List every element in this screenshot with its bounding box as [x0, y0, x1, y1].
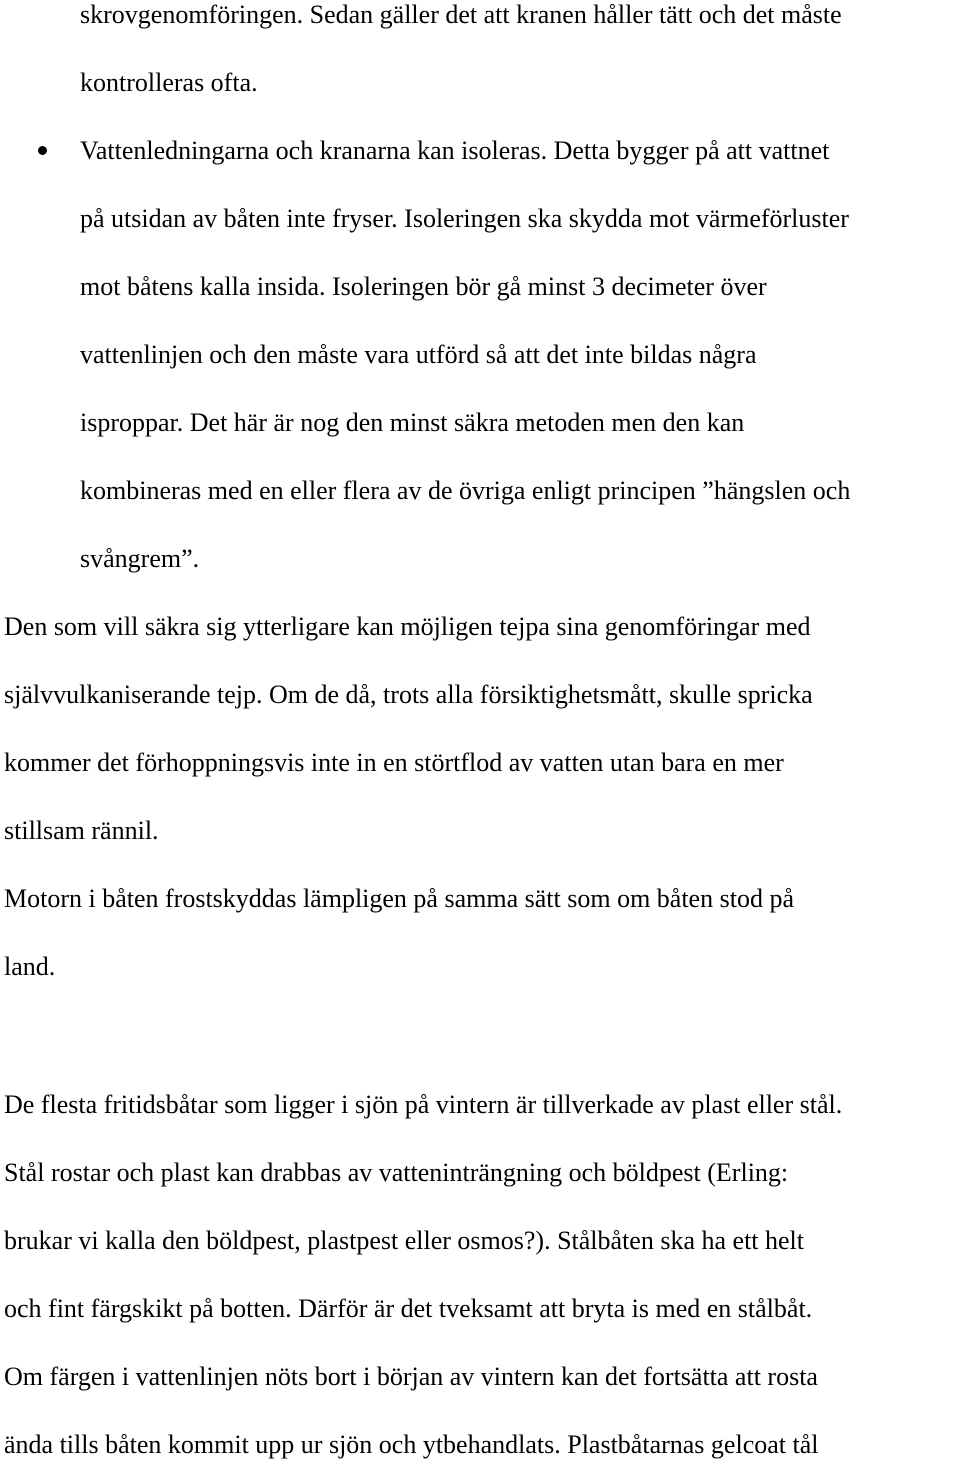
text-line: Om färgen i vattenlinjen nöts bort i början av vintern kan det fortsätta att rosta: [4, 1362, 818, 1391]
bullet-icon: [38, 146, 47, 155]
text-line: svångrem”.: [80, 544, 200, 573]
text-line: brukar vi kalla den böldpest, plastpest eller osmos?). Stålbåten ska ha ett helt: [4, 1226, 805, 1255]
text-line: vattenlinjen och den måste vara utförd så att det inte bildas några: [80, 340, 757, 369]
text-line: Den som vill säkra sig ytterligare kan möjligen tejpa sina genomföringar med: [4, 612, 811, 641]
text-line: Vattenledningarna och kranarna kan isoleras. Detta bygger på att vattnet: [80, 136, 830, 165]
text-line: på utsidan av båten inte fryser. Isoleringen ska skydda mot värmeförluster: [80, 204, 849, 233]
text-line: stillsam rännil.: [4, 816, 159, 845]
text-line: självvulkaniserande tejp. Om de då, trots alla försiktighetsmått, skulle spricka: [4, 680, 813, 709]
text-line: land.: [4, 952, 56, 981]
text-line: ända tills båten kommit upp ur sjön och ytbehandlats. Plastbåtarnas gelcoat tål: [4, 1430, 819, 1459]
text-line: kommer det förhoppningsvis inte in en störtflod av vatten utan bara en mer: [4, 748, 784, 777]
text-line: skrovgenomföringen. Sedan gäller det att kranen håller tätt och det måste: [80, 0, 842, 29]
text-line: De flesta fritidsbåtar som ligger i sjön på vintern är tillverkade av plast eller stål.: [4, 1090, 843, 1119]
text-line: mot båtens kalla insida. Isoleringen bör gå minst 3 decimeter över: [80, 272, 767, 301]
text-line: Motorn i båten frostskyddas lämpligen på samma sätt som om båten stod på: [4, 884, 794, 913]
text-line: kontrolleras ofta.: [80, 68, 258, 97]
text-line: Stål rostar och plast kan drabbas av vatteninträngning och böldpest (Erling:: [4, 1158, 789, 1187]
text-line: och fint färgskikt på botten. Därför är det tveksamt att bryta is med en stålbåt.: [4, 1294, 813, 1323]
text-line: isproppar. Det här är nog den minst säkra metoden men den kan: [80, 408, 745, 437]
text-line: kombineras med en eller flera av de övriga enligt principen ”hängslen och: [80, 476, 851, 505]
